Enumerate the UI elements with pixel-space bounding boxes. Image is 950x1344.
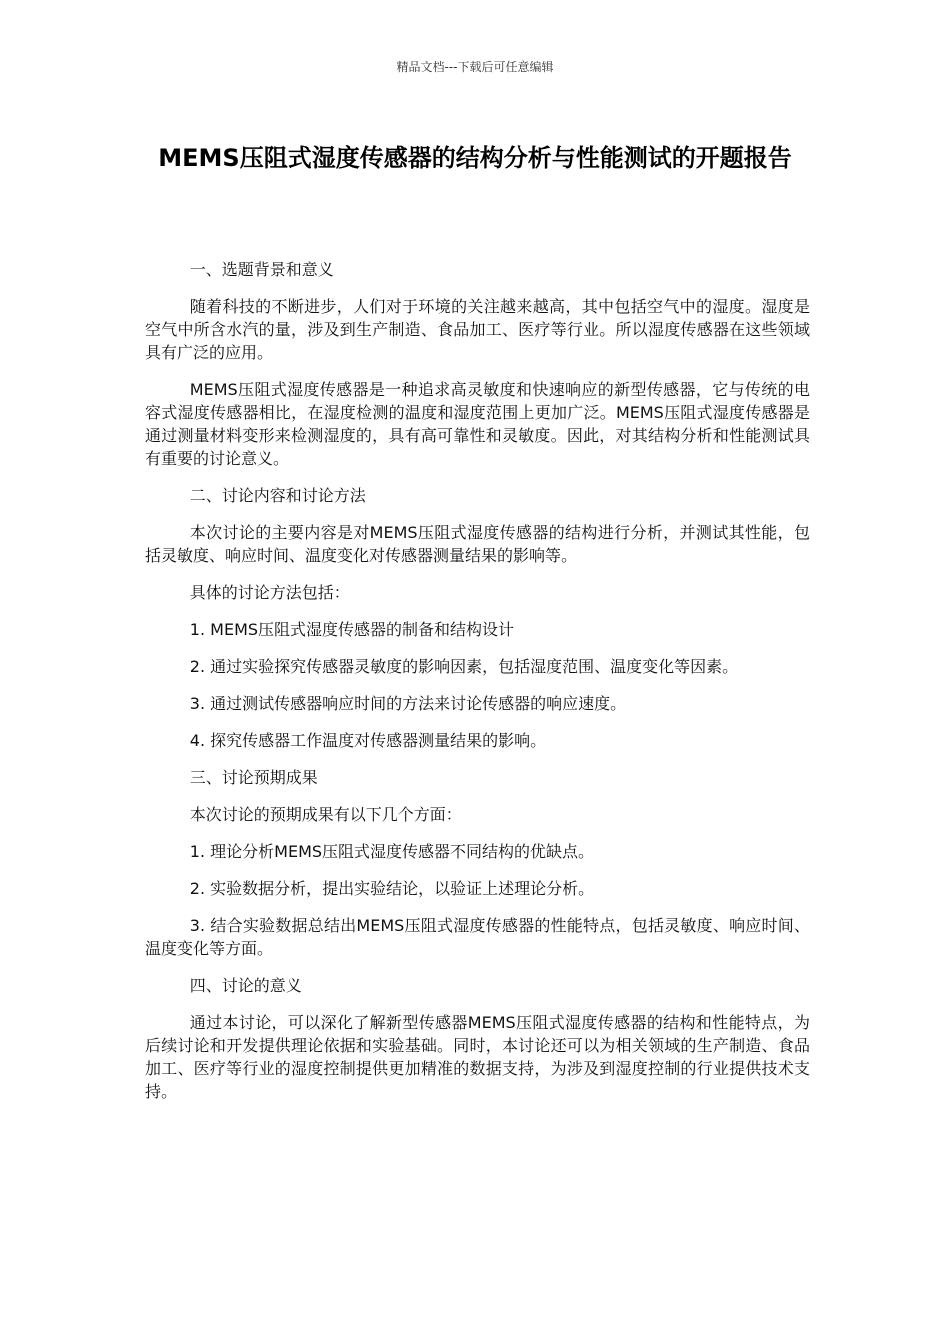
paragraph-results-intro: 本次讨论的预期成果有以下几个方面： (189, 805, 462, 824)
document-title: MEMS压阻式湿度传感器的结构分析与性能测试的开题报告 (158, 144, 792, 172)
paragraph-background-2: MEMS压阻式湿度传感器是一种追求高灵敏度和快速响应的新型传感器，它与传统的电容式湿度传感器相比，在湿度检测的温度和湿度范围上更加广泛。MEMS压阻式湿度传感器是通过测量材料变形来检测湿度的，具有高可靠性和灵敏度。因此，对其结构分析和性能测试具有重要的讨论意义。 (145, 380, 810, 468)
paragraph-methods-intro: 具体的讨论方法包括： (189, 583, 350, 602)
list-item-method-4: 4. 探究传感器工作温度对传感器测量结果的影响。 (189, 731, 547, 750)
paragraph-significance: 通过本讨论，可以深化了解新型传感器MEMS压阻式湿度传感器的结构和性能特点，为后续讨论和开发提供理论依据和实验基础。同时，本讨论还可以为相关领域的生产制造、食品加工、医疗等行业的湿度控制提供更加精准的数据支持，为涉及到湿度控制的行业提供技术支持。 (145, 1013, 810, 1101)
section-heading-expected-results: 三、讨论预期成果 (189, 768, 318, 787)
section-heading-content-methods: 二、讨论内容和讨论方法 (189, 486, 366, 505)
page-header: 精品文档---下载后可任意编辑 (396, 60, 554, 74)
document-body (145, 258, 810, 1117)
list-item-result-2: 2. 实验数据分析，提出实验结论，以验证上述理论分析。 (189, 879, 595, 898)
list-item-method-2: 2. 通过实验探究传感器灵敏度的影响因素，包括湿度范围、温度变化等因素。 (189, 657, 739, 676)
section-heading-significance: 四、讨论的意义 (189, 976, 302, 995)
list-item-result-3: 3. 结合实验数据总结出MEMS压阻式湿度传感器的性能特点，包括灵敏度、响应时间、温度变化等方面。 (145, 916, 810, 958)
paragraph-background-1: 随着科技的不断进步，人们对于环境的关注越来越高，其中包括空气中的湿度。湿度是空气中所含水汽的量，涉及到生产制造、食品加工、医疗等行业。所以湿度传感器在这些领域具有广泛的应用。 (145, 297, 810, 362)
list-item-result-1: 1. 理论分析MEMS压阻式湿度传感器不同结构的优缺点。 (189, 842, 595, 861)
list-item-method-3: 3. 通过测试传感器响应时间的方法来讨论传感器的响应速度。 (189, 694, 627, 713)
list-item-method-1: 1. MEMS压阻式湿度传感器的制备和结构设计 (189, 620, 515, 639)
section-heading-background: 一、选题背景和意义 (189, 260, 334, 279)
paragraph-content: 本次讨论的主要内容是对MEMS压阻式湿度传感器的结构进行分析，并测试其性能，包括灵敏度、响应时间、温度变化对传感器测量结果的影响等。 (145, 523, 810, 565)
